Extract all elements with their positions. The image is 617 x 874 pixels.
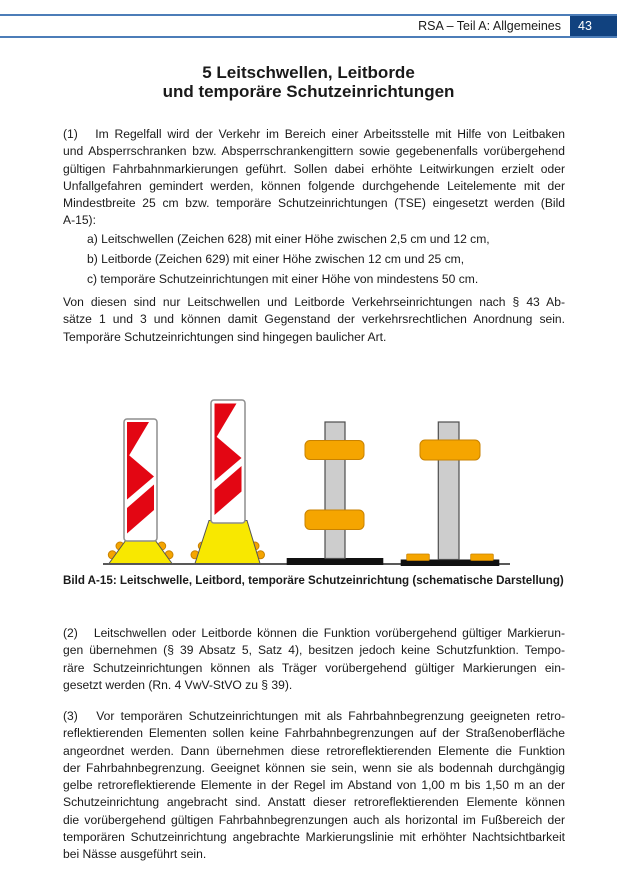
leitschwelle-beacon (108, 419, 173, 564)
text-line: temporären Schutzeinrichtung angebrachte Markierungslinie mit erhöhter Nachtsichtbarkeit (63, 830, 565, 845)
foot-marking (471, 554, 494, 561)
reflector-bar (305, 441, 364, 460)
leitbord-beacon (191, 400, 265, 564)
tse-two-reflectors (287, 422, 384, 565)
text-line: gesetzt werden (Rn. 4 VwV-StVO zu § 39). (63, 677, 293, 692)
text-line: reflektierenden Elementen sollen keine Fahrbahnbegrenzungen auf der Straßenoberfläche (63, 726, 565, 741)
text-line: (3) Vor temporären Schutzeinrichtungen mit als Fahrbahnbegrenzung geeigneten retro- (63, 709, 565, 723)
foot-marking (407, 554, 430, 561)
reflector-bar (420, 440, 480, 460)
text-line: die vorübergehend gültigen Fahrbahnbegrenzungen auch als horizontal im Fußbereich der (63, 812, 565, 827)
text-line: gen übernehmen (§ 39 Absatz 5, Satz 4), besitzen jedoch keine Schutzfunktion. Tempo- (63, 643, 565, 658)
text-line: a) Leitschwellen (Zeichen 628) mit einer Höhe zwischen 2,5 cm und 12 cm, (87, 232, 490, 246)
text-line: (2) Leitschwellen oder Leitborde können die Funktion vorübergehend gültiger Markierun- (63, 626, 565, 640)
text-line: gültigen Fahrbahnmarkierungen geführt. Sollen dabei erhöhte Leitwirkungen erzielt oder (63, 161, 565, 176)
reflector-bar (305, 510, 364, 530)
text-line: sätze 1 und 3 und können damit Gegenstand der verkehrsrechtlichen Anordnung sein. (63, 312, 565, 327)
text-line: Temporäre Schutzeinrichtungen sind hingegen baulicher Art. (63, 329, 387, 344)
text-line: räre Schutzeinrichtungen können als Träger vorübergehend gültiger Markierungen ein- (63, 660, 565, 675)
text-line: c) temporäre Schutzeinrichtungen mit einer Höhe von mindestens 50 cm. (87, 272, 479, 286)
text-line: Mindestbreite 25 cm bzw. temporäre Schutzeinrichtungen (TSE) eingesetzt werden (Bild (63, 196, 565, 211)
page-number: 43 (578, 19, 592, 33)
text-line: der Fahrbahnbegrenzung. Geeignet können sie sein, wenn sie als bodennah durchgängig (63, 760, 565, 775)
chapter-title-line2: und temporäre Schutzeinrichtungen (162, 82, 455, 101)
yellow-trapezoid-base (195, 521, 260, 564)
chapter-title-line1: 5 Leitschwellen, Leitborde (202, 63, 415, 82)
text-line: angeordnet werden. Dann übernehmen diese retroreflektierenden Elemente die Funktion (63, 743, 565, 758)
text-line: und Absperrschranken bzw. Absperrschrankengittern sowie gegebenenfalls vorübergehend (63, 144, 565, 159)
running-header: RSA – Teil A: Allgemeines (418, 19, 561, 33)
text-line: b) Leitborde (Zeichen 629) mit einer Höhe zwischen 12 cm und 25 cm, (87, 252, 465, 266)
text-line: (1) Im Regelfall wird der Verkehr im Bereich einer Arbeitsstelle mit Hilfe von Leitbaken (63, 127, 565, 141)
text-line: gelbe retroreflektierende Elemente in der Regel im Abstand von 1,00 m bis 1,50 m an der (63, 778, 565, 793)
figure-caption: Bild A-15: Leitschwelle, Leitbord, temporäre Schutzeinrichtung (schematische Darstellung) (63, 574, 564, 587)
text-line: Von diesen sind nur Leitschwellen und Leitborde Verkehrseinrichtungen nach § 43 Ab- (63, 295, 565, 309)
paragraph-2 (63, 625, 565, 694)
tse-one-reflector (401, 422, 500, 566)
text-line: A-15): (63, 213, 96, 228)
paragraph-3 (63, 708, 565, 864)
text-line: Unfallgefahren gemindert werden, können folgende durchgehende Leitelemente mit der (63, 178, 565, 193)
text-line: bei Nässe ausgeführt sein. (63, 847, 207, 862)
text-line: Schutzeinrichtung angebracht sind. Anstatt dieser retroreflektierenden Elemente können (63, 795, 565, 810)
